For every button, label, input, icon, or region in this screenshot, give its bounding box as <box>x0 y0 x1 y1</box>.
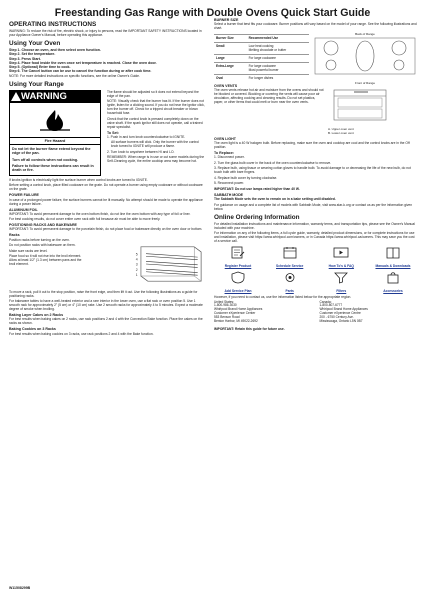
oven-light-important: IMPORTANT: Do not use lamps rated higher than 40 W. <box>214 186 300 191</box>
warning-block <box>9 90 205 176</box>
cooktop-illustration <box>313 36 417 76</box>
register-icon <box>229 246 247 259</box>
filter-icon <box>332 271 350 284</box>
baking-cakes-heading: Baking Layer Cakes on 2 Racks <box>9 313 64 318</box>
fire-hazard-label: Fire Hazard <box>9 138 101 145</box>
svg-text:4: 4 <box>136 257 139 262</box>
canada-address: Canada: 1-800-807-6777 Whirlpool Brand Home Appliances Customer eXperience Centre 200 - 6750 Century Ave. Mississauga, Ontario L5N 0B7 <box>319 299 368 324</box>
fire-hazard-image <box>9 103 101 138</box>
svg-text:3: 3 <box>136 262 139 267</box>
racks-row <box>9 238 205 290</box>
racks-bullets: Position racks before turning on the oven. Do not position racks with bakeware on them. Make sure racks are level. Place food so it will not rise into the broil element. Allow at least 1/2" (1.3 cm) between pans and the broil element. <box>9 237 82 267</box>
table-row: Extra-Large For large cookware Most powerful burner <box>214 62 309 74</box>
warning-header: WARNING <box>9 90 101 103</box>
how-tos-link[interactable]: How To's & FAQ <box>317 246 365 268</box>
plan-icon <box>229 271 247 284</box>
replace-step: 1. Disconnect power. <box>214 155 245 160</box>
oven-light-text: The oven light is a 40 W halogen bulb. Before replacing, make sure the oven and cooktop are cool and the control knobs are in the Off position. <box>214 141 410 150</box>
burner-size-table: Burner Size Recommended Use Small Low heat cooking Melting chocolate or butter Large For large cookware Extra-Large For large cookware Most powerful burner Oval For longer dishes <box>214 34 309 82</box>
right-column <box>214 18 417 332</box>
resource-links-row-2 <box>214 271 417 293</box>
resource-links-row-1 <box>214 246 417 268</box>
oven-vents-row <box>214 88 417 135</box>
filters-link[interactable]: Filters <box>317 271 365 293</box>
online-text: For detailed installation instructions and maintenance information, warranty terms, and transportation tips, please see the Owner's Manual included with your machine. <box>214 221 415 230</box>
oven-steps <box>9 48 205 74</box>
online-text-2: For information on any of the following items, a full cycle guide, warranty, detailed product dimensions, or for complete instructions for use and installation, please visit https://www.whirlpool.com/owners, or in Canada https://www.whirlpool.ca/owners. This may save you the cost of a service call. <box>214 231 415 244</box>
replace-step: 3. Replace bulb, using tissue or wearing cotton gloves to handle bulb. To avoid damage to or decreasing the life of the new bulb, do not touch bulb with bare fingers. <box>214 166 411 175</box>
contact-addresses <box>214 301 417 324</box>
step-5: Step 5. (Optional) Enter time to cook. <box>9 65 71 70</box>
to-replace-heading: To Replace: <box>214 151 235 156</box>
us-address: United States: 1-800-986-3030 Whirlpool Brand Home Appliances Customer eXperience Center 553 Benson Road Benton Harbor, MI 49022-2692 <box>214 299 263 324</box>
manual-icon <box>384 246 402 259</box>
warning-text: Do not let the burner flame extend beyond the edge of the pan. Turn off all controls when not cooking. Failure to follow these instructions can result in death or fire. <box>9 145 101 176</box>
table-row: Small Low heat cooking Melting chocolate or butter <box>214 42 309 54</box>
power-failure-heading: POWER FAILURE <box>9 193 39 198</box>
before-setting-text: Before setting a control knob, place filled cookware on the grate. Do not operate a burner using empty cookware or without cookware on the grate. <box>9 183 203 192</box>
cooktop-figure: Back of Range Front of Range <box>313 32 417 82</box>
calendar-icon <box>281 246 299 259</box>
warning-triangle-icon <box>11 92 21 101</box>
sabbath-heading: SABBATH MODE <box>214 192 244 197</box>
sabbath-text: The Sabbath Mode sets the oven to remain on in a bake setting until disabled. <box>214 197 336 202</box>
operating-warning-text: WARNING: To reduce the risk of fire, electric shock, or injury to persons, read the IMPORTANT SAFETY INSTRUCTIONS located in your Appliance Owner's Manual, before operating this appliance. <box>9 29 202 37</box>
svg-text:2: 2 <box>136 267 139 272</box>
racks-important: IMPORTANT: To avoid permanent damage to the porcelain finish, do not place food or bakeware directly on the oven door or bottom. <box>9 227 203 232</box>
flame-instructions: The flame should be adjusted so it does not extend beyond the edge of the pan. NOTE: Visually check that the burner has lit. If the burner does not ignite, listen for a clicking sound. If you do not hear the ignitor click, turn the burner off. Check for a tripped circuit breaker or blown household fuse. Check that the control knob is pressed completely down on the valve shaft. If the spark ignitor still does not operate, call a trained repair specialist. To Set: 1. Push in and turn knob counterclockwise to IGNITE. All surface burners will click. Only the burner with the control knob turned to IGNITE will produce a flame. 2. Turn knob to anywhere between HI and LO. REMEMBER: When range is in use or cut some models during the Self-Cleaning cycle, the entire cooktop area may become hot. <box>107 89 205 164</box>
aluminum-text: IMPORTANT: To avoid permanent damage to the oven bottom finish, do not line the oven bottom with any type of foil or liner. <box>9 211 191 216</box>
power-failure-text: In case of a prolonged power failure, the surface burners cannot be lit manually. No attempt should be made to operate the appliance during a power failure. <box>9 197 203 206</box>
video-icon <box>332 246 350 259</box>
document-number: W11508299B <box>9 586 31 590</box>
step-2: Step 2. Set the temperature. <box>9 52 56 57</box>
aluminum-heading: ALUMINUM FOIL <box>9 207 38 212</box>
replace-step: 4. Replace bulb cover by turning clockwise. <box>214 175 278 180</box>
oven-note: NOTE: For more detailed instructions on specific functions, see the online Owner's Guide. <box>9 73 140 78</box>
accessory-icon <box>384 271 402 284</box>
oven-vents-heading: OVEN VENTS <box>214 83 238 88</box>
flame-icon <box>36 108 74 132</box>
sabbath-text-2: For guidance on usage and a complete list of models with Sabbath Mode, visit www.star-k.org or contact us as per the information given below. <box>214 202 413 211</box>
replace-step: 5. Reconnect power. <box>214 181 245 186</box>
using-range-heading: Using Your Range <box>9 80 64 88</box>
aluminum-text-2: For best cooking results, do not cover entire oven rack with foil because air must be able to move freely. <box>9 217 161 222</box>
baking-cookies-text: For best results when baking cookies on 3 racks, use rack positions 2 and 4 with the Bake function. <box>9 331 154 336</box>
replace-step: 2. Turn the glass bulb cover in the back of the oven counterclockwise to remove. <box>214 160 332 165</box>
baking-cakes-text: For best results when baking cakes on 2 racks, use rack positions 2 and 4 with the Convection Bake function. Place the cakes on the racks as shown. <box>9 317 203 326</box>
step-3: Step 3. Press Start. <box>9 56 41 61</box>
schedule-service-link[interactable]: Schedule Service <box>266 246 314 268</box>
step-1: Step 1. Choose an oven, and then select oven function. <box>9 48 101 52</box>
table-row: Oval For longer dishes <box>214 74 309 81</box>
oven-light-heading: OVEN LIGHT <box>214 136 236 141</box>
parts-icon <box>281 271 299 284</box>
racks-heading: POSITIONING RACKS AND BAKEWARE <box>9 223 77 228</box>
step-6: Step 6. The Cancel button can be use to cancel the function during or after cook time. <box>9 69 152 74</box>
register-product-link[interactable]: Register Product <box>214 246 262 268</box>
table-row: Large For large cookware <box>214 54 309 62</box>
racks-subheading: Racks <box>9 233 20 238</box>
operating-heading: OPERATING INSTRUCTIONS <box>9 21 97 28</box>
vent-figure: A. Upper oven vent B. Lower oven vent <box>328 88 392 135</box>
range-vent-illustration <box>328 88 392 122</box>
step-4: Step 4. Place food inside the oven once set temperature is reached. Close the oven door. <box>9 60 157 65</box>
service-plan-link[interactable]: Add Service Plan <box>214 271 262 293</box>
page-title: Freestanding Gas Range with Double Ovens Quick Start Guide <box>54 7 371 19</box>
contact-intro: However, if you need to contact us, use the information listed below for the appropriate region. <box>214 295 352 300</box>
oven-vents-text: The oven vents release hot air and moisture from the ovens and should not be blocked or covered. Blocking or covering the vents will cause poor air circulation, affecting cooking and cleaning results. Do not set plastics, paper, or other items that could melt or burn near the oven vents. <box>214 87 324 104</box>
accessories-link[interactable]: Accessories <box>369 271 417 293</box>
online-ordering-heading: Online Ordering Information <box>214 213 300 221</box>
left-column <box>9 18 205 337</box>
manuals-link[interactable]: Manuals & Downloads <box>369 246 417 268</box>
svg-text:1: 1 <box>136 272 139 277</box>
burner-size-intro: Select a burner that best fits your cookware. Burner positions will vary based on the model of your range. See the following illustrations and chart. <box>214 22 417 31</box>
burner-size-heading: BURNER SIZE <box>214 18 239 22</box>
warning-panel <box>9 90 101 176</box>
rack-move-text: To move a rack, pull it out to the stop position, raise the front edge, and then lift it out. Use the following illustrations as a guide for positioning racks. <box>9 289 198 298</box>
bakeware-text: For bakeware tables to have a well-heated exterior and a rare interior in the lower oven, use a flat rack or oven position 5. Use 1 smooth rack for approximately 2" (5 cm) or 4" (10 cm) rake. Use 2 smooth racks for approximately 4 to 5 minutes. Expect a moderate degree of smoke when broiling. <box>9 299 203 312</box>
oven-rack-illustration <box>134 240 205 288</box>
burner-size-row <box>214 31 417 85</box>
svg-text:5: 5 <box>136 252 139 257</box>
retain-guide-text: IMPORTANT: Retain this guide for future use. <box>214 326 285 331</box>
baking-cookies-heading: Baking Cookies on 3 Racks <box>9 327 56 332</box>
failure-text: If knobs ignition is electrically light the surface burner when control knobs are turned to IGNITE. <box>9 177 148 182</box>
parts-link[interactable]: Parts <box>266 271 314 293</box>
using-oven-heading: Using Your Oven <box>9 40 61 47</box>
